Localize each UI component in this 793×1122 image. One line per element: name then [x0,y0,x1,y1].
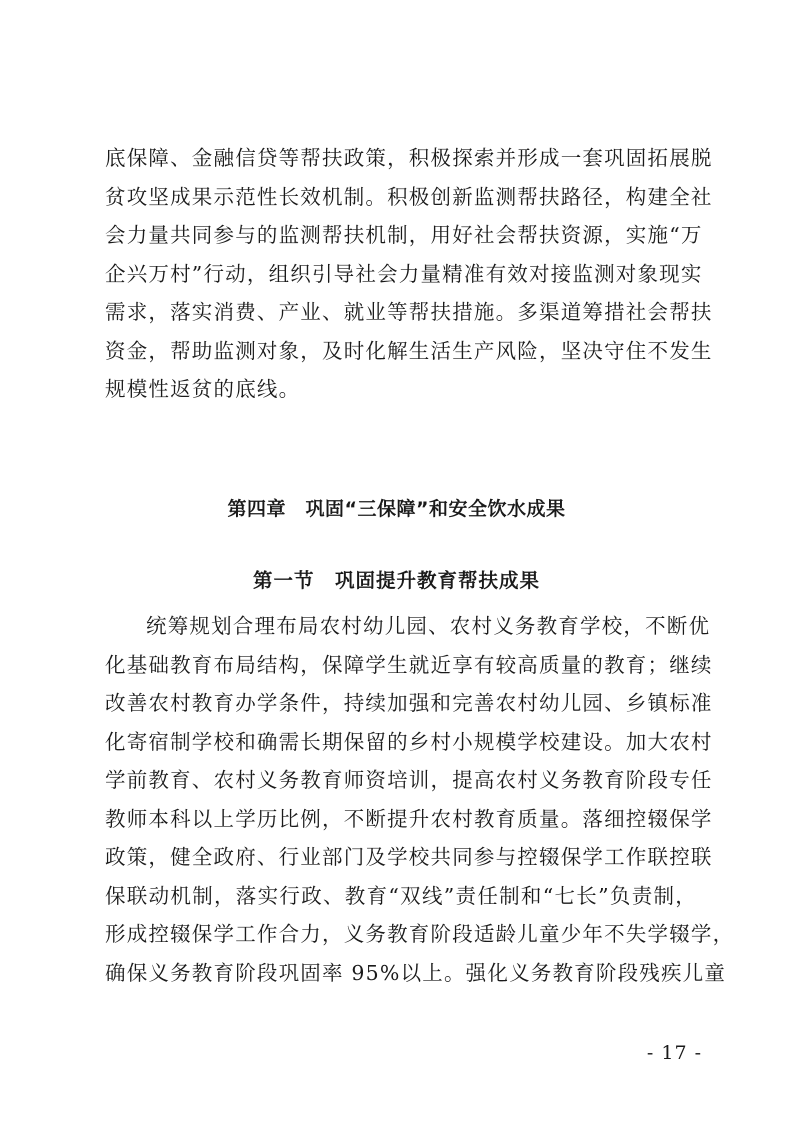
paragraph-line: 化基础教育布局结构，保障学生就近享有较高质量的教育；继续 [105,652,713,677]
page-number: - 17 - [646,1042,702,1064]
paragraph-line: 改善农村教育办学条件，持续加强和完善农村幼儿园、乡镇标准 [105,691,713,715]
paragraph-line: 会力量共同参与的监测帮扶机制，用好社会帮扶资源，实施“万 [105,223,703,247]
paragraph-line: 政策，健全政府、行业部门及学校共同参与控辍保学工作联控联 [105,845,713,869]
paragraph-line: 企兴万村”行动，组织引导社会力量精准有效对接监测对象现实 [105,261,703,286]
section-title: 第一节 巩固提升教育帮扶成果 [252,569,540,592]
paragraph-line: 规模性返贫的底线。 [105,377,301,401]
body-paragraph-continued [105,139,713,409]
paragraph-line: 化寄宿制学校和确需长期保留的乡村小规模学校建设。加大农村 [105,729,713,754]
chapter-title: 第四章 巩固“三保障”和安全饮水成果 [227,498,566,520]
paragraph-line: 资金，帮助监测对象，及时化解生活生产风险，坚决守住不发生 [105,338,713,363]
paragraph-line: 底保障、金融信贷等帮扶政策，积极探索并形成一套巩固拓展脱 [105,146,713,170]
paragraph-line: 学前教育、农村义务教育师资培训，提高农村义务教育阶段专任 [105,768,713,792]
paragraph-line: 贫攻坚成果示范性长效机制。积极创新监测帮扶路径，构建全社 [105,184,713,209]
paragraph-line: 需求，落实消费、产业、就业等帮扶措施。多渠道筹措社会帮扶 [105,300,713,324]
paragraph-line: 形成控辍保学工作合力，义务教育阶段适龄儿童少年不失学辍学， [105,922,735,946]
paragraph-line: 统筹规划合理布局农村幼儿园、农村义务教育学校，不断优 [146,614,711,638]
paragraph-line: 保联动机制，落实行政、教育“双线”责任制和“七长”负责制， [105,883,697,908]
paragraph-line: 确保义务教育阶段巩固率 95%以上。强化义务教育阶段残疾儿童 [105,960,727,985]
paragraph-line: 教师本科以上学历比例，不断提升农村教育质量。落细控辍保学 [105,806,713,831]
body-paragraph [105,607,735,992]
